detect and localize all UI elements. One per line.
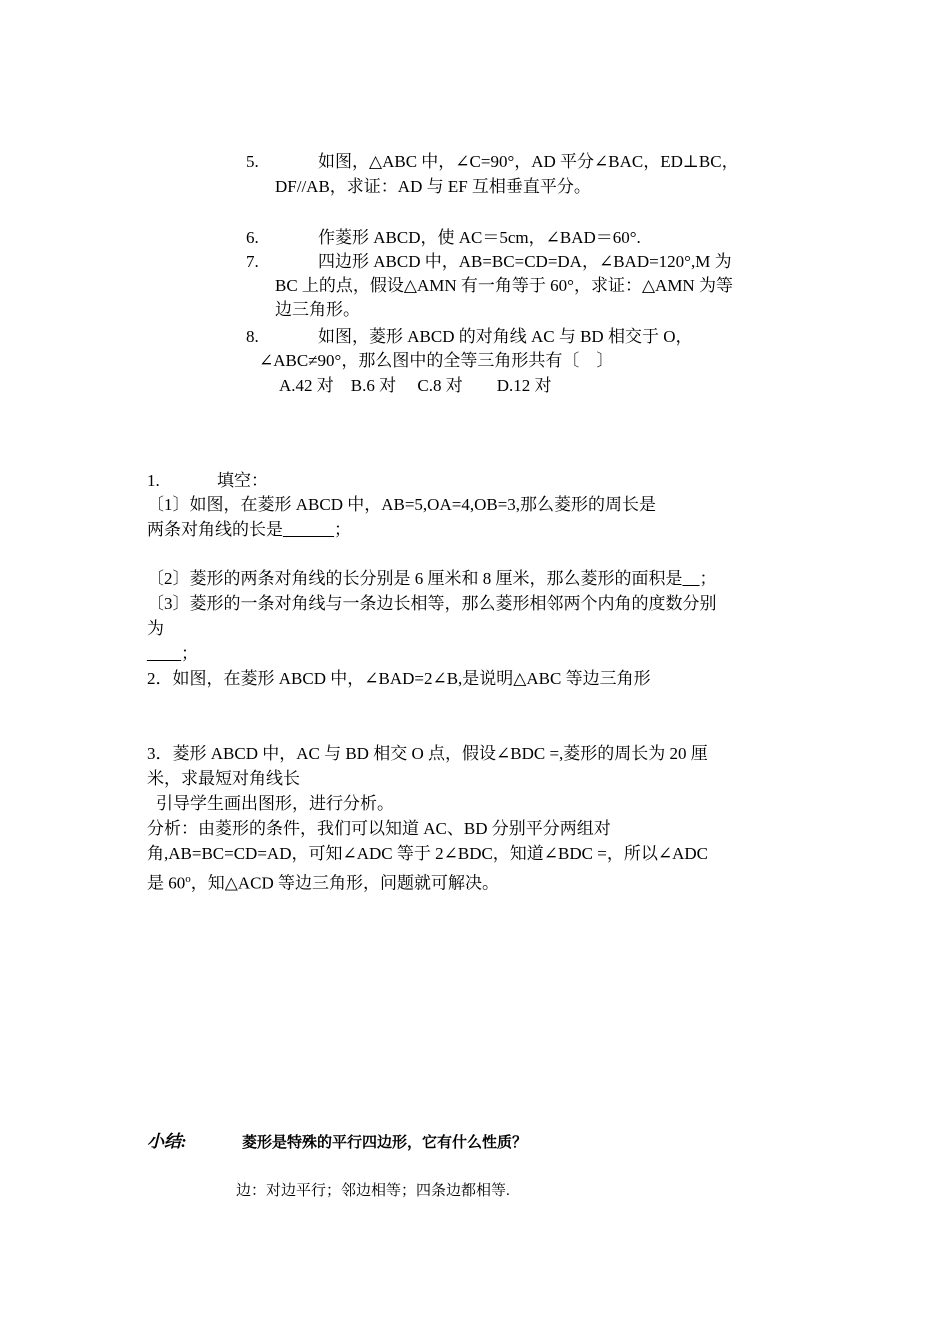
item-7-number: 7. [246,252,259,271]
exercise-1-part3-suffix: ； [181,644,198,663]
exercise-1-part3-blank: ____ [147,644,181,663]
exercise-2: 2．如图，在菱形 ABCD 中，∠BAD=2∠B,是说明△ABC 等边三角形 [147,669,651,688]
item-8-text-line2: ∠ABC≠90°，那么图中的全等三角形共有〔 〕 [259,351,614,370]
exercise-1-part2-suffix: ； [699,569,717,588]
item-8-options: A.42 对 B.6 对 C.8 对 D.12 对 [279,376,552,395]
summary-label: 小结: [147,1132,187,1151]
item-5-number: 5. [246,152,259,171]
exercise-1-part1-blank: ______ [283,520,334,539]
summary-question: 菱形是特殊的平行四边形，它有什么性质？ [242,1135,528,1151]
exercise-1-part3-line2: 为 [147,619,164,638]
item-7-line1 [246,251,732,273]
exercise-1-part1-line2 [147,519,351,541]
exercise-3-guide: 引导学生画出图形，进行分析。 [156,794,394,813]
item-6 [246,227,641,249]
item-6-number: 6. [246,228,259,247]
exercise-1-part2 [147,568,717,590]
exercise-1-part2-text: 〔2〕菱形的两条对角线的长分别是 6 厘米和 8 厘米，那么菱形的面积是 [147,569,683,588]
analysis-line1: 分析：由菱形的条件，我们可以知道 AC、BD 分别平分两组对 [147,819,611,838]
analysis-line3-suffix: ，知△ACD 等边三角形，问题就可解决。 [190,873,499,893]
exercise-1-number: 1. [147,471,160,490]
exercise-1-part2-blank: __ [682,569,700,588]
item-8-line1 [246,326,693,348]
exercise-1-part3-line3 [147,643,198,665]
exercise-3-line1: 3．菱形 ABCD 中，AC 与 BD 相交 O 点，假设∠BDC =,菱形的周长为 20 厘 [147,744,708,763]
exercise-1-heading: 填空： [217,471,268,490]
analysis-line3 [147,868,499,895]
exercise-1-part1-prefix: 两条对角线的长是 [147,520,283,539]
summary-edges: 边：对边平行；邻边相等；四条边都相等. [236,1183,510,1199]
analysis-line3-prefix: 是 60 [147,873,186,893]
exercise-1-part1-line1: 〔1〕如图，在菱形 ABCD 中，AB=5,OA=4,OB=3,那么菱形的周长是 [147,495,657,514]
item-7-text-line1: 四边形 ABCD 中，AB=BC=CD=DA，∠BAD=120°,M 为 [318,252,732,271]
item-7-text-line2: BC 上的点，假设△AMN 有一角等于 60°，求证：△AMN 为等 [275,276,733,295]
item-8-number: 8. [246,327,259,346]
item-5-line1 [246,151,739,173]
item-5-text-line1: 如图，△ABC 中，∠C=90°，AD 平分∠BAC，ED⊥BC， [318,152,739,171]
item-6-text: 作菱形 ABCD，使 AC＝5cm，∠BAD＝60°. [318,228,641,247]
exercise-1-part3-line1: 〔3〕菱形的一条对角线与一条边长相等，那么菱形相邻两个内角的度数分别 [147,594,717,613]
item-8-text-line1: 如图，菱形 ABCD 的对角线 AC 与 BD 相交于 O， [318,327,693,346]
exercise-1-part1-suffix: ； [334,520,351,539]
analysis-line2: 角,AB=BC=CD=AD，可知∠ADC 等于 2∠BDC，知道∠BDC =，所以∠ADC [147,844,708,863]
exercise-3-line2: 米，求最短对角线长 [147,769,300,788]
degree-superscript: o [185,873,191,885]
item-5-text-line2: DF//AB，求证：AD 与 EF 互相垂直平分。 [275,177,591,196]
exercise-1-title [147,470,268,492]
item-7-text-line3: 边三角形。 [275,300,360,319]
